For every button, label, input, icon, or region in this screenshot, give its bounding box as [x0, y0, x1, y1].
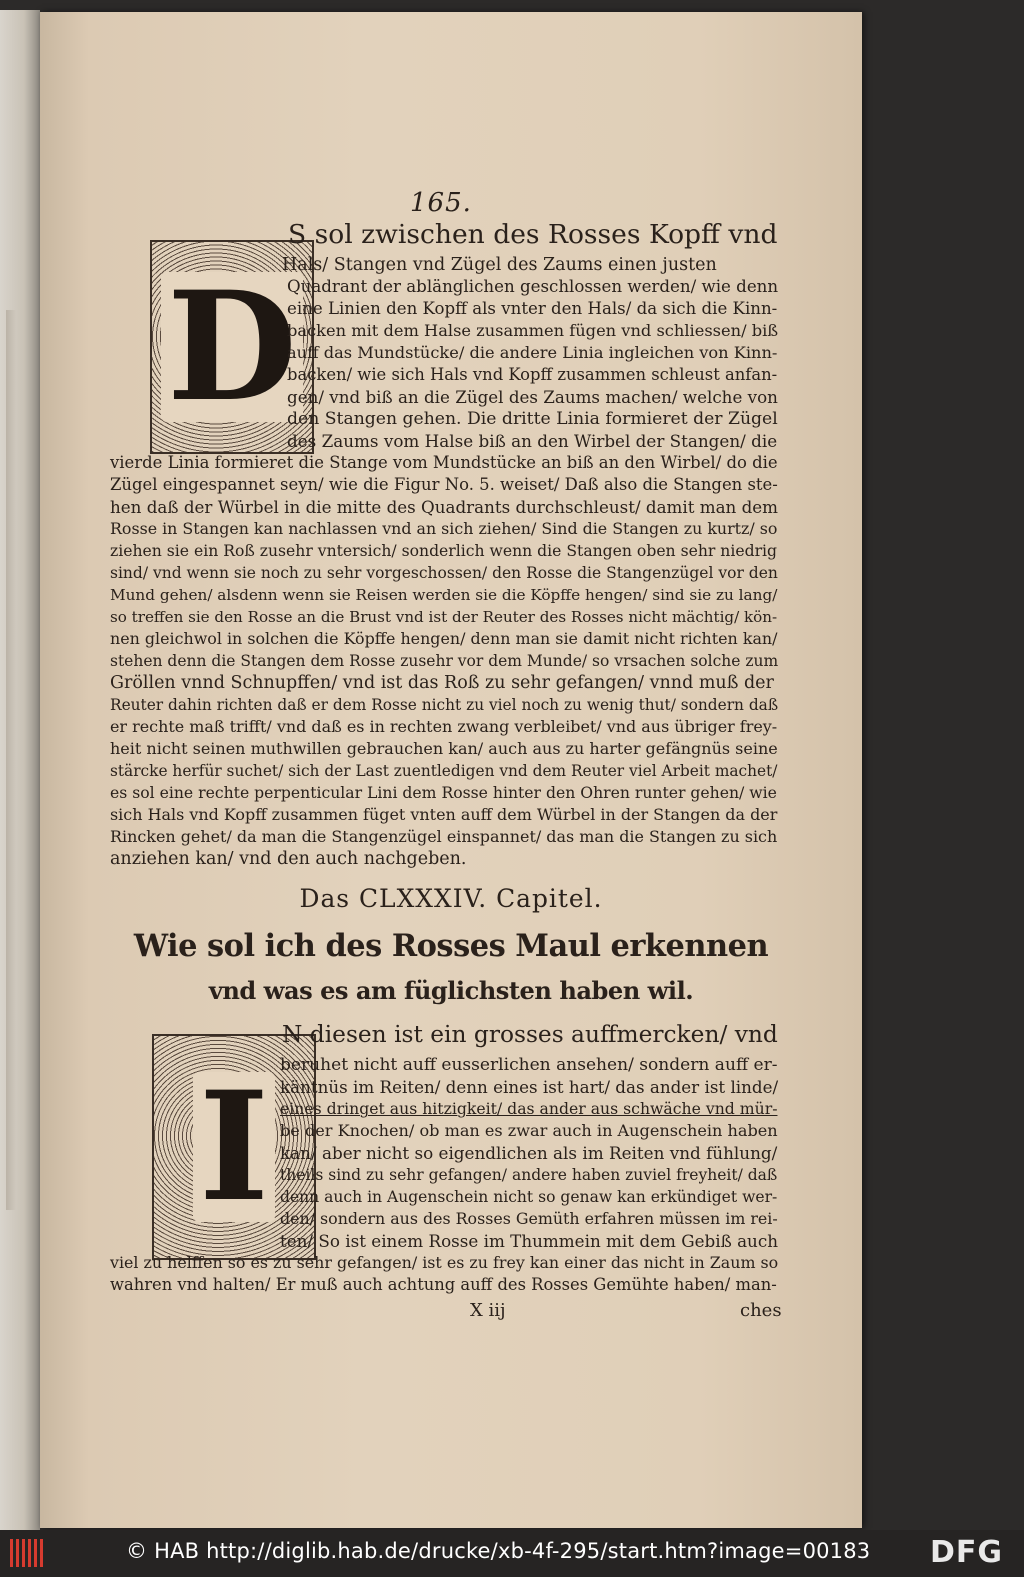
text-line: kan/ aber nicht so eigendlichen als im Reiten vnd fühlung/ [280, 1143, 778, 1163]
text-line: nen gleichwol in solchen die Köpffe hengen/ denn man sie damit nicht richten kan/ [110, 629, 778, 648]
text-line: sind/ vnd wenn sie noch zu sehr vorgeschossen/ den Rosse die Stangenzügel vor den [110, 564, 778, 582]
adjacent-book-edge [0, 10, 40, 1530]
text-line: backen/ wie sich Hals vnd Kopff zusammen schleust anfan- [287, 365, 778, 384]
signature-mark: X iij [470, 1300, 506, 1321]
source-credit-link[interactable]: © HAB http://diglib.hab.de/drucke/xb-4f-295/start.htm?image=00183 [126, 1539, 871, 1563]
text-line: heit nicht seinen muthwillen gebrauchen kan/ auch aus zu harter gefängnüs seine [110, 739, 778, 758]
text-line: Reuter dahin richten daß er dem Rosse nicht zu viel noch zu wenig thut/ sondern daß [110, 696, 779, 714]
text-line: auff das Mundstücke/ die andere Linia ingleichen von Kinn- [287, 343, 778, 362]
text-line: wahren vnd halten/ Er muß auch achtung auff des Rosses Gemühte haben/ man- [110, 1275, 777, 1294]
text-line: hen daß der Würbel in die mitte des Quadrants durchschleust/ damit man dem [110, 497, 779, 517]
chapter-title: Wie sol ich des Rosses Maul erkennen [133, 928, 769, 964]
text-line: gen/ vnd biß an die Zügel des Zaums machen/ welche von [287, 387, 778, 407]
text-line: vierde Linia formieret die Stange vom Mundstücke an biß an den Wirbel/ do die [110, 453, 778, 472]
text-line: so treffen sie den Rosse an die Brust vnd ist der Reuter des Rosses nicht mächtig/ kön- [110, 608, 778, 626]
text-line: er rechte maß trifft/ vnd daß es in rechten zwang verbleibet/ vnd aus übriger frey- [110, 717, 778, 736]
text-line: den Stangen gehen. Die dritte Linia formieret der Zügel [287, 409, 778, 429]
text-line: des Zaums vom Halse biß an den Wirbel der Stangen/ die [287, 431, 778, 451]
page-number: 165. [410, 188, 472, 218]
text-line: Quadrant der ablänglichen geschlossen werden/ wie denn [287, 277, 779, 296]
text-line: be der Knochen/ ob man es zwar auch in Augenschein haben [280, 1121, 778, 1140]
text-line: stärcke herfür suchet/ sich der Last zuentledigen vnd dem Reuter viel Arbeit machet/ [110, 762, 778, 780]
text-line: es sol eine rechte perpenticular Lini dem Rosse hinter den Ohren runter gehen/ wie [110, 783, 777, 802]
text-line: N diesen ist ein grosses auffmercken/ vnd [282, 1021, 778, 1048]
text-line: eines dringet aus hitzigkeit/ das ander aus schwäche vnd mür- [280, 1099, 778, 1118]
chapter-label: Das CLXXXIV. Capitel. [299, 884, 603, 913]
chapter-subtitle: vnd was es am füglichsten haben wil. [208, 976, 694, 1005]
text-line: Rosse in Stangen kan nachlassen vnd an sich ziehen/ Sind die Stangen zu kurtz/ so [110, 519, 778, 538]
text-line: beruhet nicht auff eusserlichen ansehen/ sondern auff er- [280, 1055, 778, 1075]
text-line: S sol zwischen des Rosses Kopff vnd [288, 219, 778, 250]
text-line: käntnüs im Reiten/ denn eines ist hart/ das ander ist linde/ [280, 1077, 779, 1097]
catchword: ches [740, 1300, 782, 1321]
text-line: Zügel eingespannet seyn/ wie die Figur No. 5. weiset/ Daß also die Stangen ste- [110, 475, 778, 494]
text-line: stehen denn die Stangen dem Rosse zusehr vor dem Munde/ so vrsachen solche zum [110, 652, 779, 670]
text-line: backen mit dem Halse zusammen fügen vnd schliessen/ biß [287, 321, 779, 340]
text-line: sich Hals vnd Kopff zusammen füget vnten auff dem Würbel in der Stangen da der [110, 805, 778, 824]
text-line: denn auch in Augenschein nicht so genaw kan erkündiget wer- [280, 1188, 778, 1206]
dfg-logo: DFG [930, 1535, 1004, 1570]
text-line: Gröllen vnnd Schnupffen/ vnd ist das Roß zu sehr gefangen/ vnnd muß der [110, 673, 774, 693]
text-line: ziehen sie ein Roß zusehr vntersich/ sonderlich wenn die Stangen oben sehr niedrig [110, 542, 778, 560]
hab-logo-icon [10, 1539, 44, 1567]
text-line: Rincken gehet/ da man die Stangenzügel einspannet/ das man die Stangen zu sich [110, 827, 778, 846]
text-line: Hals/ Stangen vnd Zügel des Zaums einen justen [282, 255, 717, 275]
text-line: Mund gehen/ alsdenn wenn sie Reisen werden sie die Köpffe hengen/ sind sie zu lang/ [110, 586, 778, 604]
text-line: den/ sondern aus des Rosses Gemüth erfahren müssen im rei- [280, 1209, 778, 1228]
text-line: viel zu helffen so es zu sehr gefangen/ ist es zu frey kan einer das nicht in Zaum so [110, 1253, 779, 1272]
initial-letter: D [161, 272, 303, 422]
text-line: theils sind zu sehr gefangen/ andere haben zuviel freyheit/ daß [280, 1166, 778, 1184]
book-page [40, 12, 862, 1528]
viewer-footer [0, 1530, 1024, 1577]
text-line: eine Linien den Kopff als vnter den Hals/ da sich die Kinn- [287, 299, 778, 318]
text-line: anziehen kan/ vnd den auch nachgeben. [110, 849, 467, 869]
text-line: ten/ So ist einem Rosse im Thummein mit dem Gebiß auch [280, 1231, 779, 1251]
initial-letter: I [193, 1072, 275, 1222]
